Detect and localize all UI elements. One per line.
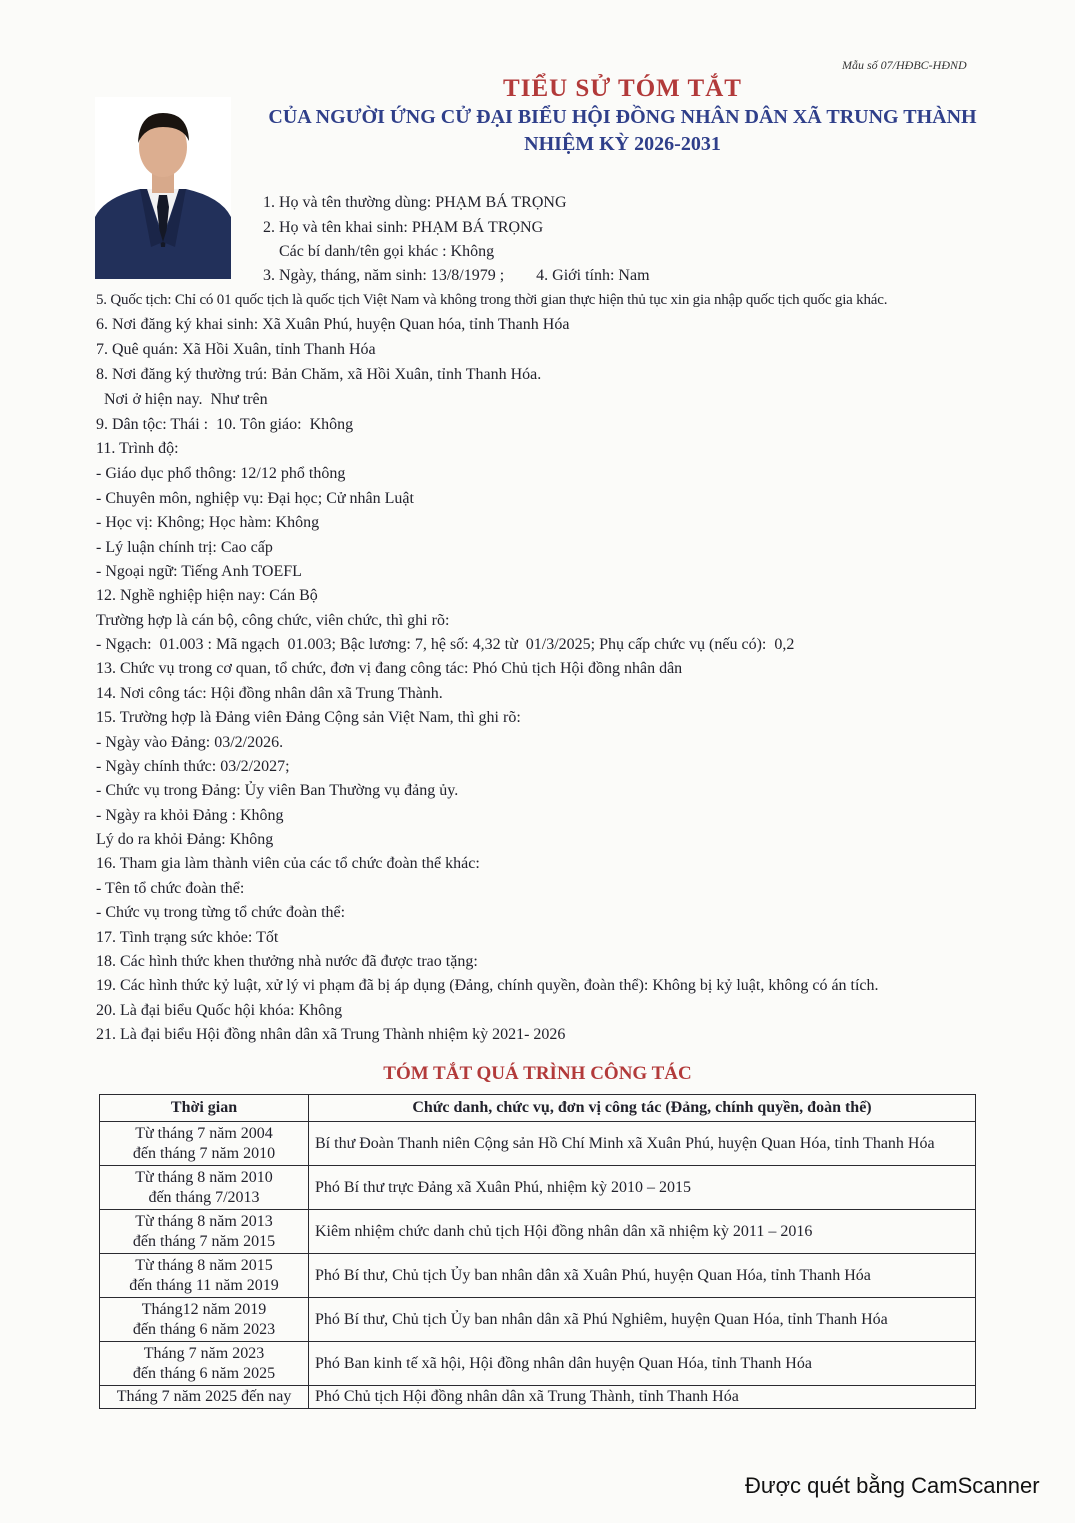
document-subtitle: CỦA NGƯỜI ỨNG CỬ ĐẠI BIỂU HỘI ĐỒNG NHÂN DÂN XÃ TRUNG THÀNH [268, 106, 977, 128]
table-header-row [100, 1095, 976, 1122]
line-16-organizations: 16. Tham gia làm thành viên của các tổ chức đoàn thể khác: [96, 855, 480, 872]
work-history-title: TÓM TẮT QUÁ TRÌNH CÔNG TÁC [383, 1063, 692, 1084]
line-06-birth-registration: 6. Nơi đăng ký khai sinh: Xã Xuân Phú, huyện Quan hóa, tỉnh Thanh Hóa [96, 316, 570, 333]
line-party-position: - Chức vụ trong Đảng: Ủy viên Ban Thường vụ đảng ủy. [96, 782, 459, 799]
table-row [100, 1210, 976, 1254]
line-09-ethnicity-religion: 9. Dân tộc: Thái : 10. Tôn giáo: Không [96, 416, 354, 433]
cell-time: Tháng12 năm 2019 đến tháng 6 năm 2023 [100, 1298, 309, 1342]
line-organization-position: - Chức vụ trong từng tổ chức đoàn thể: [96, 904, 346, 921]
line-aliases: Các bí danh/tên gọi khác : Không [279, 243, 495, 260]
line-party-join-date: - Ngày vào Đảng: 03/2/2026. [96, 734, 284, 751]
cell-position: Phó Ban kinh tế xã hội, Hội đồng nhân dân huyện Quan Hóa, tỉnh Thanh Hóa [309, 1342, 976, 1386]
document-title: TIỂU SỬ TÓM TẮT [503, 75, 742, 102]
table-row [100, 1298, 976, 1342]
line-05-nationality: 5. Quốc tịch: Chỉ có 01 quốc tịch là quốc tịch Việt Nam và không trong thời gian thực hiện thủ tục xin gia nhập quốc tịch quốc gia khác. [96, 292, 888, 308]
line-19-discipline: 19. Các hình thức kỷ luật, xử lý vi phạm đã bị áp dụng (Đảng, chính quyền, đoàn thể): Không bị kỷ luật, không có án tích. [96, 977, 879, 994]
line-party-exit-date: - Ngày ra khỏi Đảng : Không [96, 807, 284, 824]
line-organization-name: - Tên tổ chức đoàn thể: [96, 880, 245, 897]
form-code: Mẫu số 07/HĐBC-HĐND [842, 58, 967, 72]
line-salary-grade: - Ngạch: 01.003 : Mã ngạch 01.003; Bậc lương: 7, hệ số: 4,32 từ 01/3/2025; Phụ cấp chức vụ (nếu có): 0,2 [96, 636, 795, 653]
column-header-position: Chức danh, chức vụ, đơn vị công tác (Đảng, chính quyền, đoàn thể) [309, 1095, 976, 1122]
line-current-residence: Nơi ở hiện nay. Như trên [104, 391, 268, 408]
work-history-table [99, 1094, 976, 1409]
line-party-exit-reason: Lý do ra khỏi Đảng: Không [96, 831, 274, 848]
table-row [100, 1342, 976, 1386]
line-17-health: 17. Tình trạng sức khỏe: Tốt [96, 929, 279, 946]
line-21-council-delegate: 21. Là đại biểu Hội đồng nhân dân xã Trung Thành nhiệm kỳ 2021- 2026 [96, 1026, 566, 1043]
cell-position: Kiêm nhiệm chức danh chủ tịch Hội đồng nhân dân xã nhiệm kỳ 2011 – 2016 [309, 1210, 976, 1254]
cell-position: Phó Bí thư trực Đảng xã Xuân Phú, nhiệm kỳ 2010 – 2015 [309, 1166, 976, 1210]
table-row [100, 1254, 976, 1298]
line-18-awards: 18. Các hình thức khen thưởng nhà nước đã được trao tặng: [96, 953, 478, 970]
scanner-footer: Được quét bằng CamScanner [745, 1473, 1040, 1498]
cell-position: Phó Bí thư, Chủ tịch Ủy ban nhân dân xã Xuân Phú, huyện Quan Hóa, tỉnh Thanh Hóa [309, 1254, 976, 1298]
line-15-party-member: 15. Trường hợp là Đảng viên Đảng Cộng sản Việt Nam, thì ghi rõ: [96, 709, 521, 726]
cell-time: Tháng 7 năm 2025 đến nay [100, 1386, 309, 1409]
line-13-position: 13. Chức vụ trong cơ quan, tổ chức, đơn vị đang công tác: Phó Chủ tịch Hội đồng nhân dân [96, 660, 683, 677]
table-row [100, 1386, 976, 1409]
portrait-photo [95, 97, 231, 279]
cell-position: Phó Chủ tịch Hội đồng nhân dân xã Trung Thành, tỉnh Thanh Hóa [309, 1386, 976, 1409]
line-01-common-name: 1. Họ và tên thường dùng: PHẠM BÁ TRỌNG [263, 194, 567, 211]
line-civil-servant-note: Trường hợp là cán bộ, công chức, viên chức, thì ghi rõ: [96, 612, 450, 629]
line-07-hometown: 7. Quê quán: Xã Hồi Xuân, tỉnh Thanh Hóa [96, 341, 376, 358]
cell-time: Từ tháng 7 năm 2004 đến tháng 7 năm 2010 [100, 1122, 309, 1166]
line-academic-degree: - Học vị: Không; Học hàm: Không [96, 514, 320, 531]
line-14-workplace: 14. Nơi công tác: Hội đồng nhân dân xã Trung Thành. [96, 685, 443, 702]
table-row [100, 1122, 976, 1166]
line-political-theory: - Lý luận chính trị: Cao cấp [96, 539, 273, 556]
line-02-birth-name: 2. Họ và tên khai sinh: PHẠM BÁ TRỌNG [263, 219, 544, 236]
document-title-block [250, 74, 995, 158]
cell-time: Từ tháng 8 năm 2013 đến tháng 7 năm 2015 [100, 1210, 309, 1254]
line-foreign-language: - Ngoại ngữ: Tiếng Anh TOEFL [96, 563, 302, 580]
column-header-time: Thời gian [100, 1095, 309, 1122]
cell-time: Tháng 7 năm 2023 đến tháng 6 năm 2025 [100, 1342, 309, 1386]
cell-position: Phó Bí thư, Chủ tịch Ủy ban nhân dân xã Phú Nghiêm, huyện Quan Hóa, tỉnh Thanh Hóa [309, 1298, 976, 1342]
line-11-education: 11. Trình độ: [96, 440, 179, 457]
line-08-permanent-residence: 8. Nơi đăng ký thường trú: Bản Chăm, xã Hồi Xuân, tỉnh Thanh Hóa. [96, 366, 542, 383]
cell-position: Bí thư Đoàn Thanh niên Cộng sản Hồ Chí Minh xã Xuân Phú, huyện Quan Hóa, tỉnh Thanh Hóa [309, 1122, 976, 1166]
table-row [100, 1166, 976, 1210]
cell-time: Từ tháng 8 năm 2015 đến tháng 11 năm 2019 [100, 1254, 309, 1298]
cell-time: Từ tháng 8 năm 2010 đến tháng 7/2013 [100, 1166, 309, 1210]
line-12-occupation: 12. Nghề nghiệp hiện nay: Cán Bộ [96, 587, 318, 604]
line-03-dob-gender: 3. Ngày, tháng, năm sinh: 13/8/1979 ; 4. Giới tính: Nam [263, 267, 650, 284]
line-20-national-assembly: 20. Là đại biểu Quốc hội khóa: Không [96, 1002, 343, 1019]
line-party-official-date: - Ngày chính thức: 03/2/2027; [96, 758, 290, 775]
line-general-education: - Giáo dục phổ thông: 12/12 phổ thông [96, 465, 346, 482]
document-term: NHIỆM KỲ 2026-2031 [524, 133, 721, 155]
line-specialization: - Chuyên môn, nghiệp vụ: Đại học; Cử nhân Luật [96, 490, 414, 507]
